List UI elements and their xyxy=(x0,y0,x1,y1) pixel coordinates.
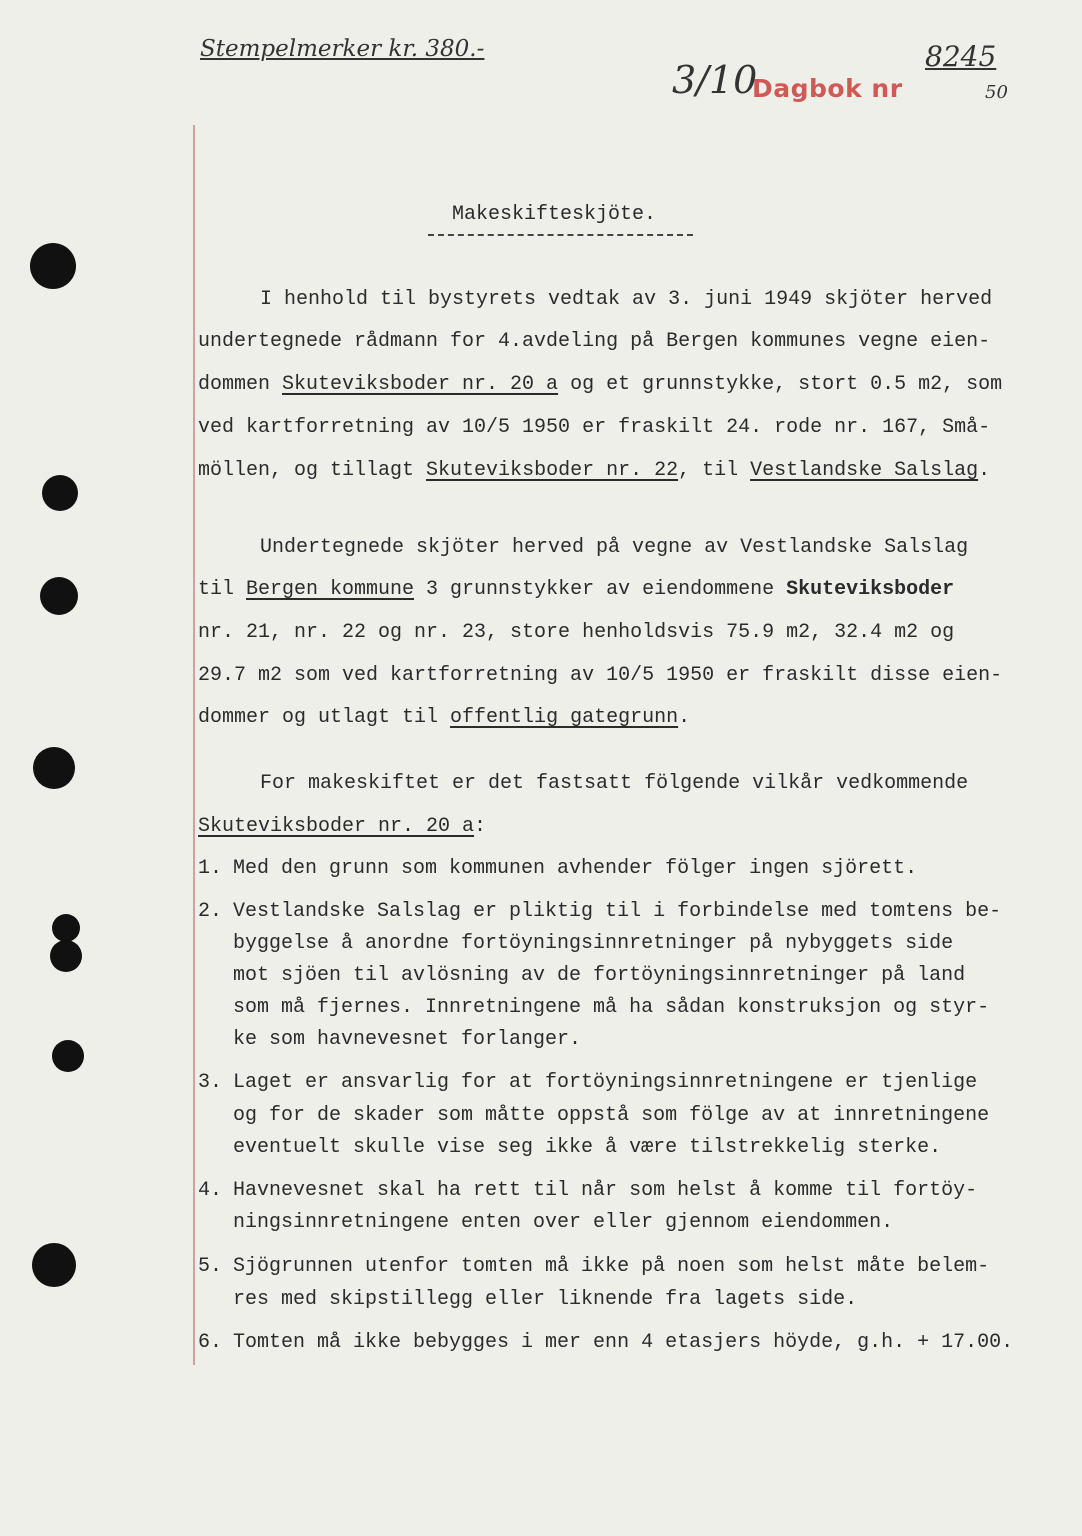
underlined-text: offentlig gategrunn xyxy=(450,706,679,729)
para3-line xyxy=(260,772,968,796)
item-line: byggelse å anordne fortöyningsinnretninger på nybyggets side xyxy=(233,932,954,955)
punch-hole xyxy=(32,1243,76,1287)
text-run: 3 grunnstykker av eiendommene xyxy=(414,578,787,601)
text-run: ved kartforretning av 10/5 1950 er fraskilt 24. rode nr. 167, Små- xyxy=(198,416,991,439)
bold-text: Skuteviksboder xyxy=(786,578,955,601)
item-number: 2. xyxy=(198,900,223,923)
document-title: Makeskifteskjöte. xyxy=(452,203,657,226)
punch-hole xyxy=(42,475,78,511)
title-underline xyxy=(428,234,693,236)
underlined-text: Skuteviksboder nr. 20 a xyxy=(282,373,559,396)
text-run: undertegnede rådmann for 4.avdeling på Bergen kommunes vegne eien- xyxy=(198,330,991,353)
item-line: og for de skader som måtte oppstå som fölge av at innretningene xyxy=(233,1104,990,1127)
punch-hole xyxy=(50,940,82,972)
text-run: dommen xyxy=(198,373,283,396)
text-run: I henhold til bystyrets vedtak av 3. juni 1949 skjöter herved xyxy=(260,288,993,311)
margin-rule xyxy=(193,125,195,1365)
text-run: og et grunnstykke, stort 0.5 m2, som xyxy=(558,373,1003,396)
text-run: möllen, og tillagt xyxy=(198,459,427,482)
punch-hole xyxy=(30,243,76,289)
item-line: Med den grunn som kommunen avhender fölger ingen sjörett. xyxy=(233,857,918,880)
journal-number: 8245 xyxy=(925,40,997,73)
journal-year: 50 xyxy=(985,82,1008,103)
para2-line xyxy=(260,536,968,560)
journal-stamp: Dagbok nr xyxy=(752,74,903,103)
text-run: 29.7 m2 som ved kartforretning av 10/5 1950 er fraskilt disse eien- xyxy=(198,664,1003,687)
para1-line xyxy=(198,330,990,354)
text-run: . xyxy=(978,459,991,482)
item-number: 6. xyxy=(198,1331,223,1354)
item-number: 4. xyxy=(198,1179,223,1202)
para1-line xyxy=(198,459,990,483)
text-run: til xyxy=(198,578,247,601)
para1-line xyxy=(260,288,992,312)
item-line: Vestlandske Salslag er pliktig til i forbindelse med tomtens be- xyxy=(233,900,1002,923)
punch-hole xyxy=(40,577,78,615)
item-number: 3. xyxy=(198,1071,223,1094)
item-line: som må fjernes. Innretningene må ha sådan konstruksjon og styr- xyxy=(233,996,990,1019)
text-run: : xyxy=(474,815,487,838)
item-line: mot sjöen til avlösning av de fortöyningsinnretninger på land xyxy=(233,964,966,987)
item-line: Havnevesnet skal ha rett til når som helst å komme til fortöy- xyxy=(233,1179,978,1202)
underlined-text: Skuteviksboder nr. 20 a xyxy=(198,815,475,838)
item-line: ke som havnevesnet forlanger. xyxy=(233,1028,582,1051)
item-number: 1. xyxy=(198,857,223,880)
para2-line xyxy=(198,706,690,730)
underlined-text: Skuteviksboder nr. 22 xyxy=(426,459,679,482)
item-line: Sjögrunnen utenfor tomten må ikke på noen som helst måte belem- xyxy=(233,1255,990,1278)
text-run: , til xyxy=(678,459,751,482)
text-run: For makeskiftet er det fastsatt fölgende vilkår vedkommende xyxy=(260,772,969,795)
item-line: Laget er ansvarlig for at fortöyningsinnretningene er tjenlige xyxy=(233,1071,978,1094)
item-number: 5. xyxy=(198,1255,223,1278)
punch-hole xyxy=(52,1040,84,1072)
underlined-text: Vestlandske Salslag xyxy=(750,459,979,482)
para1-line xyxy=(198,416,990,440)
item-line: eventuelt skulle vise seg ikke å være tilstrekkelig sterke. xyxy=(233,1136,942,1159)
item-line: res med skipstillegg eller liknende fra lagets side. xyxy=(233,1288,858,1311)
para2-line xyxy=(198,578,954,602)
para1-line xyxy=(198,373,1002,397)
date-note: 3/10 xyxy=(672,58,758,102)
punch-hole xyxy=(52,914,80,942)
text-run: nr. 21, nr. 22 og nr. 23, store henholdsvis 75.9 m2, 32.4 m2 og xyxy=(198,621,955,644)
para2-line xyxy=(198,664,1002,688)
underlined-text: Bergen kommune xyxy=(246,578,415,601)
text-run: Undertegnede skjöter herved på vegne av Vestlandske Salslag xyxy=(260,536,969,559)
punch-hole xyxy=(33,747,75,789)
para3-line xyxy=(198,815,486,839)
item-line: Tomten må ikke bebygges i mer enn 4 etasjers höyde, g.h. + 17.00. xyxy=(233,1331,1014,1354)
stamp-fee-note: Stempelmerker kr. 380.- xyxy=(200,36,485,62)
para2-line xyxy=(198,621,954,645)
text-run: . xyxy=(678,706,691,729)
text-run: dommer og utlagt til xyxy=(198,706,451,729)
item-line: ningsinnretningene enten over eller gjennom eiendommen. xyxy=(233,1211,894,1234)
